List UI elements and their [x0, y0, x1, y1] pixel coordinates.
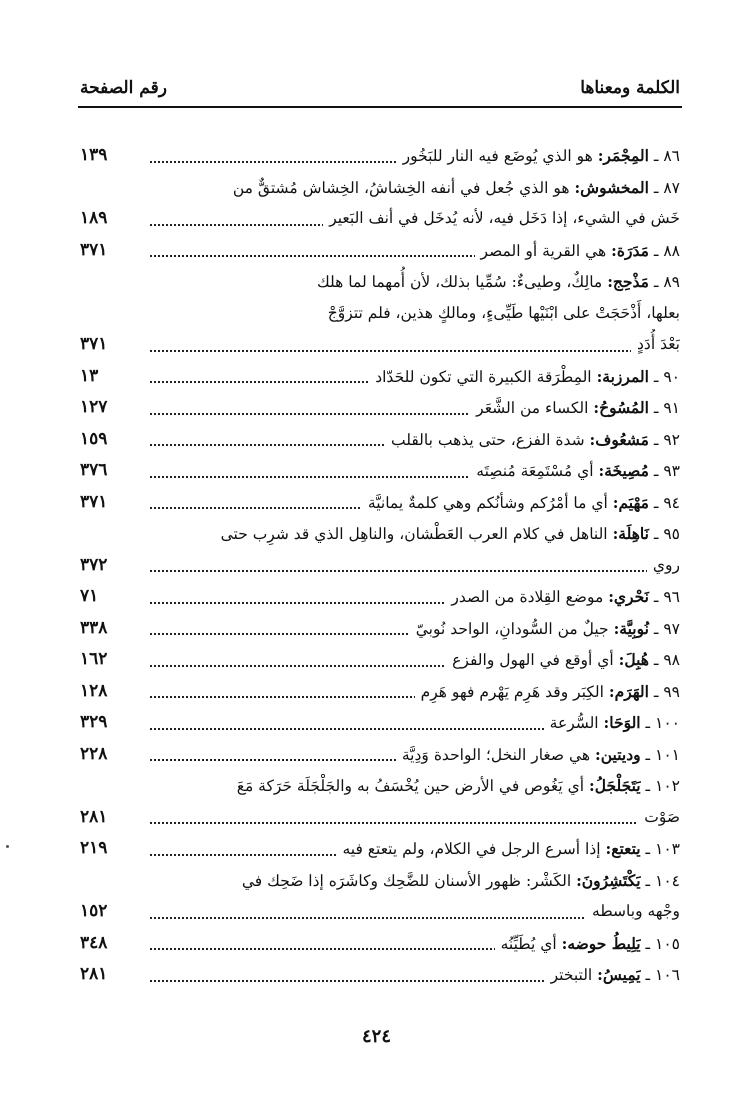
- entry-page-number: ١٣٩: [80, 145, 108, 165]
- entry-definition: بَعْدَ أُدَدٍ: [637, 335, 680, 353]
- glossary-entry: [80, 235, 680, 267]
- entry-definition: التبختر: [550, 966, 593, 984]
- entry-page-number: ١٨٩: [80, 208, 108, 228]
- entry-page-number: ٣٧٦: [80, 460, 108, 480]
- entry-definition: السُّرعة: [549, 714, 599, 732]
- entry-page-number: ٢١٩: [80, 838, 108, 858]
- entry-number: ٨٦ ـ: [653, 147, 680, 165]
- page-number: ٤٢٤: [361, 1026, 391, 1047]
- glossary-entry: [80, 833, 680, 865]
- entry-text: [323, 203, 680, 235]
- entry-definition: أي ما أمْرُكم وشأنُكم وهي كلمةٌ يمانيَّة: [367, 493, 608, 512]
- entry-text: [385, 424, 680, 456]
- glossary-entry: [80, 361, 680, 393]
- entry-term: نَاهِلَة:: [612, 524, 649, 543]
- entry-text: [495, 928, 680, 960]
- glossary-entry: [80, 392, 680, 424]
- entry-term: هُبِلَ:: [618, 650, 649, 669]
- entry-number: ١٠٤ ـ: [645, 871, 680, 890]
- entry-definition: خَش في الشيء، إذا دَخَل فيه، لأنه يُدخَل في أنف البَعير: [329, 209, 680, 227]
- entry-term: مَذْحِج:: [607, 272, 649, 291]
- entry-line: [80, 644, 680, 676]
- entry-text: [362, 487, 680, 519]
- entry-text: [242, 865, 680, 897]
- entry-definition: هي القرية أو المصر: [480, 241, 607, 260]
- entry-page-number: ٣٤٨: [80, 932, 108, 953]
- entry-term: وديتين:: [595, 744, 641, 764]
- entry-term: يَمِيسُ:: [597, 965, 641, 984]
- dot-leader: [150, 570, 680, 572]
- entry-text: [328, 298, 680, 330]
- entry-page-number: ٧١: [80, 586, 99, 606]
- entry-definition: أي يَغُوص في الأرض حين يُخْسَفُ به والجَلْجَلَة حَرَكة مَعَ: [236, 777, 585, 795]
- entry-term: مَدَرَة:: [611, 240, 649, 260]
- entry-text: [237, 770, 680, 802]
- entry-term: يتعتع:: [605, 839, 641, 858]
- entry-page-number: ١٣: [80, 365, 99, 386]
- entry-text: [647, 550, 680, 582]
- entry-number: ١٠٢ ـ: [645, 777, 680, 795]
- entry-definition: جيلٌ من السُّودانِ، الواحد نُوبيّ: [415, 619, 609, 638]
- entry-term: نُوبِيَّة:: [613, 618, 649, 638]
- entry-text: [233, 172, 680, 204]
- entry-definition: موضع القِلادة من الصدر: [451, 588, 604, 606]
- entry-definition: المِطْرَقة الكبيرة التي تكون للحَدّاد: [375, 367, 592, 386]
- glossary-entry: [80, 172, 680, 235]
- entry-number: ٩٣ ـ: [653, 462, 680, 480]
- entry-line: [80, 928, 680, 960]
- entry-line: [80, 266, 680, 298]
- entry-text: [470, 455, 680, 487]
- entry-number: ٩٤ ـ: [653, 493, 680, 512]
- glossary-entry: [80, 707, 680, 739]
- entry-definition: الكِبَر وقد هَرِم يَهْرم فهو هَرِم: [420, 682, 604, 701]
- entry-page-number: ١٢٧: [80, 397, 108, 417]
- entry-text: [369, 361, 680, 393]
- entry-line: [80, 770, 680, 802]
- entry-line: [80, 833, 680, 865]
- entry-number: ٩٦ ـ: [653, 588, 680, 606]
- entry-number: ٩٢ ـ: [653, 430, 680, 449]
- entry-definition: الكَشْر: ظهور الأسنان للضَّحِك وكاشَرَه إذا ضَحِك في: [241, 871, 572, 890]
- entry-text: [586, 896, 680, 928]
- entry-number: ١٠١ ـ: [645, 745, 680, 764]
- page-header: [80, 78, 680, 104]
- entry-term: يَلِيطُ حوضه:: [561, 933, 641, 953]
- entry-page-number: ٣٧٢: [80, 554, 108, 575]
- entry-line: [80, 329, 680, 361]
- entry-text: [336, 833, 680, 865]
- entry-page-number: ٣٧١: [80, 334, 108, 354]
- entry-line: [80, 613, 680, 645]
- entry-number: ١٠٦ ـ: [645, 966, 680, 984]
- entry-page-number: ٢٨١: [80, 964, 108, 984]
- entry-definition: وجْهه وباسطه: [592, 902, 680, 920]
- entry-number: ٩٩ ـ: [653, 682, 680, 701]
- entry-text: [544, 707, 680, 739]
- entry-line: [80, 235, 680, 267]
- glossary-entry: [80, 865, 680, 928]
- entry-definition: أي يُطَيِّنُه: [500, 934, 557, 953]
- entry-text: [221, 518, 680, 550]
- header-page-number-label: رقم الصفحة: [80, 78, 167, 98]
- entry-text: [475, 235, 680, 267]
- entry-number: ٩٨ ـ: [653, 651, 680, 669]
- dot-leader: [150, 822, 680, 824]
- entry-definition: هي صغار النخل؛ الواحدة وَدِيَّة: [401, 745, 591, 764]
- entry-line: [80, 676, 680, 708]
- entry-term: نَحْري:: [608, 587, 649, 606]
- entry-line: [80, 518, 680, 550]
- entry-number: ١٠٠ ـ: [645, 714, 680, 732]
- entry-term: الهَرَم:: [608, 681, 649, 701]
- glossary-entry: [80, 455, 680, 487]
- entry-definition: إذا أسرع الرجل في الكلام، ولم يتعتع فيه: [342, 840, 601, 858]
- entry-line: [80, 172, 680, 204]
- entry-number: ٩٧ ـ: [653, 619, 680, 638]
- entry-line: [80, 424, 680, 456]
- entry-text: [415, 676, 680, 708]
- entry-line: [80, 140, 680, 172]
- entry-definition: أي أوقع في الهول والفزع: [452, 651, 614, 669]
- entry-line: [80, 865, 680, 897]
- entry-line: [80, 959, 680, 991]
- entry-text: [396, 739, 680, 771]
- entry-page-number: ٣٢٩: [80, 712, 108, 732]
- margin-mark: [6, 845, 9, 848]
- entry-definition: الناهل في كلام العرب العَطْشان، والناهِل الذي قد شرِب حتى: [220, 525, 608, 543]
- entry-definition: روي: [652, 555, 680, 574]
- entry-page-number: ١٢٨: [80, 680, 108, 701]
- entry-number: ٩١ ـ: [653, 399, 680, 417]
- entry-line: [80, 707, 680, 739]
- entry-line: [80, 802, 680, 834]
- entry-page-number: ٢٢٨: [80, 743, 108, 764]
- entry-number: ١٠٥ ـ: [645, 934, 680, 953]
- entry-page-number: ٢٨١: [80, 806, 108, 827]
- entry-text: [631, 329, 680, 361]
- entry-line: [80, 581, 680, 613]
- entry-line: [80, 361, 680, 393]
- entry-page-number: ١٥٢: [80, 901, 108, 921]
- entry-definition: أي مُسْتَمِعَة مُنصِتَه: [476, 462, 594, 480]
- entry-text: [410, 613, 680, 645]
- entry-definition: هو الذي يُوضَع فيه النار للبَخُور: [402, 147, 593, 165]
- entry-term: مُصِيخَة:: [598, 461, 649, 480]
- glossary-entry: [80, 424, 680, 456]
- glossary-entry: [80, 487, 680, 519]
- entry-definition: مالِكٌ، وطيىءٌ: سُمِّيا بذلك، لأن أُمهما لما هلك: [316, 273, 603, 291]
- glossary-entry: [80, 266, 680, 361]
- dot-leader: [150, 350, 680, 352]
- entry-line: [80, 455, 680, 487]
- entry-page-number: ٣٧١: [80, 491, 108, 512]
- entry-text: [317, 266, 680, 298]
- entry-page-number: ٣٧١: [80, 239, 108, 260]
- entry-number: ٨٧ ـ: [653, 178, 680, 197]
- entry-text: [545, 959, 680, 991]
- entry-definition: صَوْت: [644, 807, 680, 826]
- glossary-list: [80, 140, 680, 991]
- entry-definition: هو الذي جُعل في أنفه الخِشاشُ، الخِشاش مُشتقٌّ من: [232, 178, 570, 197]
- entry-text: [638, 802, 680, 834]
- glossary-entry: [80, 739, 680, 771]
- entry-text: [470, 392, 680, 424]
- entry-term: يَكْتَشِرُونَ:: [576, 870, 641, 890]
- entry-definition: بعلها، أَذْحَجَتْ على ابْنَيْها طَيِّىءٍ، ومالكٍ هذين، فلم تتزوَّجْ: [327, 303, 680, 322]
- entry-term: يَتَجَلْجَلُ:: [589, 776, 641, 795]
- entry-page-number: ١٥٩: [80, 428, 108, 449]
- entry-text: [445, 581, 680, 613]
- entry-term: مَهْيَم:: [612, 492, 649, 512]
- entry-term: الوَحَا:: [603, 713, 641, 732]
- glossary-entry: [80, 928, 680, 960]
- entry-page-number: ١٦٢: [80, 649, 108, 669]
- entry-term: المُسُوحُ:: [593, 398, 649, 417]
- glossary-entry: [80, 518, 680, 581]
- glossary-entry: [80, 676, 680, 708]
- entry-line: [80, 739, 680, 771]
- glossary-entry: [80, 581, 680, 613]
- glossary-entry: [80, 959, 680, 991]
- entry-line: [80, 298, 680, 330]
- entry-line: [80, 896, 680, 928]
- entry-text: [446, 644, 680, 676]
- entry-line: [80, 392, 680, 424]
- entry-page-number: ٣٣٨: [80, 617, 108, 638]
- header-rule: [78, 106, 682, 108]
- entry-definition: شدة الفزع، حتى يذهب بالقلب: [390, 430, 585, 449]
- entry-line: [80, 550, 680, 582]
- entry-number: ٨٨ ـ: [653, 241, 680, 260]
- glossary-entry: [80, 613, 680, 645]
- entry-term: مَشعُوف:: [589, 429, 649, 449]
- glossary-entry: [80, 140, 680, 172]
- entry-term: المخشوش:: [574, 177, 649, 197]
- entry-line: [80, 203, 680, 235]
- entry-term: المِجْمَر:: [597, 146, 649, 165]
- entry-text: [397, 140, 680, 172]
- header-word-meaning: الكلمة ومعناها: [580, 78, 680, 98]
- glossary-entry: [80, 770, 680, 833]
- glossary-entry: [80, 644, 680, 676]
- entry-number: ٩٠ ـ: [653, 367, 680, 386]
- entry-number: ١٠٣ ـ: [645, 840, 680, 858]
- entry-line: [80, 487, 680, 519]
- entry-number: ٨٩ ـ: [653, 273, 680, 291]
- entry-term: المرزبة:: [596, 366, 649, 386]
- entry-number: ٩٥ ـ: [653, 525, 680, 543]
- entry-definition: الكساء من الشَّعَر: [476, 399, 589, 417]
